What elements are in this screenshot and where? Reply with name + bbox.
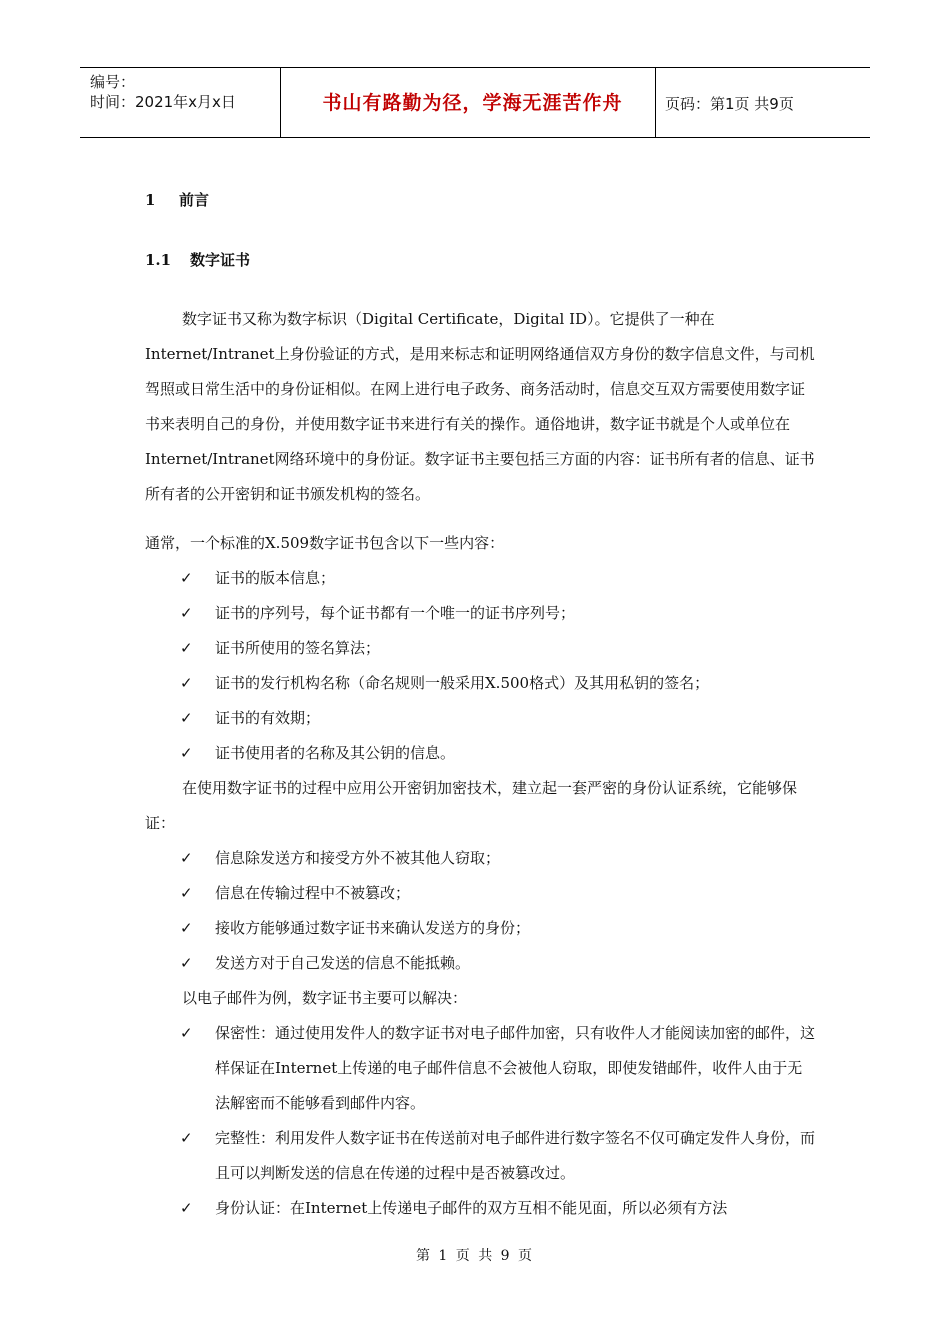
list-item	[145, 1121, 815, 1191]
header-page-number: 页码：第1页 共9页	[665, 95, 794, 113]
list-item	[145, 876, 815, 911]
header-divider-right	[655, 68, 656, 137]
header-divider-left	[280, 68, 281, 137]
section-title: 前言	[179, 191, 210, 209]
list-item	[145, 561, 815, 596]
check-icon: ✓	[180, 954, 193, 972]
page-header	[80, 67, 870, 138]
guarantee-intro: 在使用数字证书的过程中应用公开密钥加密技术，建立起一套严密的身份认证系统，它能够保证：	[145, 779, 798, 832]
list-item	[145, 736, 815, 771]
check-icon: ✓	[180, 709, 193, 727]
check-icon: ✓	[180, 919, 193, 937]
list-item	[145, 841, 815, 876]
list-item	[145, 631, 815, 666]
header-time: 时间：2021年x月x日	[90, 93, 236, 111]
section-heading-1	[145, 189, 209, 210]
section-number: 1	[145, 191, 156, 209]
page-footer: 第 1 页 共 9 页	[415, 1248, 535, 1264]
guarantee-list	[145, 841, 815, 981]
list-item-text: 接收方能够通过数字证书来确认发送方的身份；	[215, 919, 531, 937]
list-item-text: 信息在传输过程中不被篡改；	[215, 884, 411, 902]
list-item-text: 证书的版本信息；	[215, 569, 336, 587]
check-icon: ✓	[180, 1199, 193, 1217]
list-item-text: 证书的发行机构名称（命名规则一般采用X.500格式）及其用私钥的签名；	[215, 674, 710, 692]
intro-paragraph: 数字证书又称为数字标识（Digital Certificate，Digital ID）。它提供了一种在Internet/Intranet上身份验证的方式，是用来标志和证明网络通信双方身份的数字信息文件，与司机驾照或日常生活中的身份证相似。在网上进行电子政务、商务活动时，信息交互双方需要使用数字证书来表明自己的身份，并使用数字证书来进行有关的操作。通俗地讲，数字证书就是个人或单位在Internet/Intranet网络环境中的身份证。数字证书主要包括三方面的内容：证书所有者的信息、证书所有者的公开密钥和证书颁发机构的签名。	[145, 310, 815, 503]
check-icon: ✓	[180, 1024, 193, 1042]
header-motto: 书山有路勤为径，学海无涯苦作舟	[322, 92, 623, 114]
list-item-text: 证书所使用的签名算法；	[215, 639, 381, 657]
list-item	[145, 701, 815, 736]
list-item-text: 保密性：通过使用发件人的数字证书对电子邮件加密，只有收件人才能阅读加密的邮件，这样保证在Internet上传递的电子邮件信息不会被他人窃取，即使发错邮件，收件人由于无法解密而不能够看到邮件内容。	[215, 1024, 816, 1112]
check-icon: ✓	[180, 1129, 193, 1147]
list-item	[145, 1191, 815, 1226]
list-item	[145, 911, 815, 946]
section-number: 1.1	[145, 251, 172, 269]
check-icon: ✓	[180, 639, 193, 657]
check-icon: ✓	[180, 744, 193, 762]
email-intro: 以电子邮件为例，数字证书主要可以解决：	[182, 989, 468, 1007]
section-heading-1-1	[145, 249, 250, 270]
x509-list	[145, 561, 815, 771]
list-item	[145, 1016, 815, 1121]
list-item	[145, 596, 815, 631]
list-item-text: 身份认证：在Internet上传递电子邮件的双方互相不能见面，所以必须有方法	[215, 1199, 728, 1217]
check-icon: ✓	[180, 604, 193, 622]
x509-intro: 通常，一个标准的X.509数字证书包含以下一些内容：	[145, 534, 505, 552]
check-icon: ✓	[180, 674, 193, 692]
list-item	[145, 946, 815, 981]
list-item-text: 证书的有效期；	[215, 709, 321, 727]
check-icon: ✓	[180, 569, 193, 587]
check-icon: ✓	[180, 884, 193, 902]
list-item-text: 证书使用者的名称及其公钥的信息。	[215, 744, 456, 762]
list-item-text: 证书的序列号，每个证书都有一个唯一的证书序列号；	[215, 604, 576, 622]
list-item-text: 完整性：利用发件人数字证书在传送前对电子邮件进行数字签名不仅可确定发件人身份，而且可以判断发送的信息在传递的过程中是否被篡改过。	[215, 1129, 816, 1182]
check-icon: ✓	[180, 849, 193, 867]
header-meta	[90, 72, 280, 112]
section-title: 数字证书	[190, 251, 251, 269]
list-item-text: 发送方对于自己发送的信息不能抵赖。	[215, 954, 471, 972]
list-item	[145, 666, 815, 701]
list-item-text: 信息除发送方和接受方外不被其他人窃取；	[215, 849, 501, 867]
email-list	[145, 1016, 815, 1226]
header-code: 编号：	[90, 73, 136, 91]
